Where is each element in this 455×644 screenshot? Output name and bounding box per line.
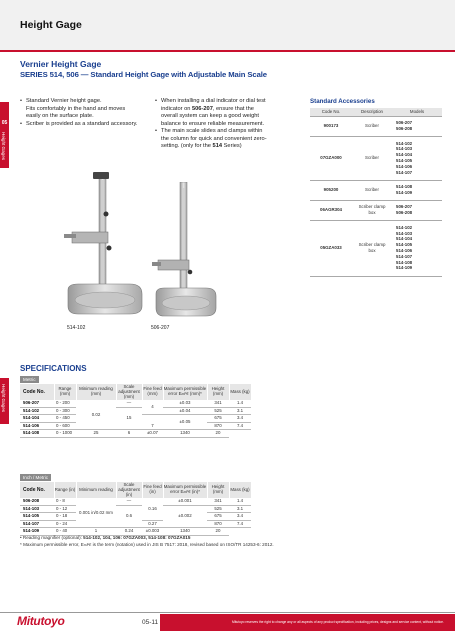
table-header-row: Code No. Range (in) Minimum reading Scale adjustment (in) Fine feed (in) Maximum permissible error Eₘᴘᴇ (in)* Height (mm) Mass (kg) xyxy=(20,482,251,498)
footer-divider xyxy=(0,612,455,613)
page-number: 05-11 xyxy=(142,619,159,626)
spec-notes xyxy=(20,535,274,548)
height-gage-514-102-image xyxy=(60,172,150,320)
note-max-permissible-error: * Maximum permissible error, Eₘᴘᴇ is the term (notation) used in JIS B 7517: 2018, revised based on ISO/TR 14253-6: 2012. xyxy=(20,541,274,547)
side-page-code: 05 xyxy=(1,120,8,126)
features-left xyxy=(20,98,150,128)
product-subtitle: SERIES 514, 506 — Standard Height Gage with Adjustable Main Scale xyxy=(20,70,267,79)
feature-bullet: • When installing a dial indicator or dial test indicator on 506-207, ensure that the overall system can keep a good weight balance to ensure reliable measurement. xyxy=(155,98,305,128)
table-row: 905200 Scriber 514-108 514-109 xyxy=(310,180,442,200)
side-section-label: Height Gages xyxy=(1,132,6,161)
accessories-table xyxy=(310,108,442,277)
side-section-label-specs: Height Gages xyxy=(1,384,6,413)
metric-spec-table xyxy=(20,384,252,438)
page-title: Height Gage xyxy=(20,19,82,31)
header-divider xyxy=(0,50,455,52)
mitutoyo-logo: Mitutoyo xyxy=(17,614,65,628)
photo-label-514-102: 514-102 xyxy=(67,325,86,331)
features-right xyxy=(155,98,305,151)
metric-tag: Metric xyxy=(20,376,39,383)
photo-label-506-207: 506-207 xyxy=(151,325,170,331)
table-row: 05GZA033 Scriber clamp box 514-102 514-103 514-104 514-105 514-106 514-107 514-108 514-109 xyxy=(310,220,442,276)
column-header: Code No. xyxy=(310,108,352,116)
table-row: 514-106 0 - 600 870 7.4 xyxy=(20,422,251,430)
table-row: 514-107 0 - 24 0.27 870 7.4 xyxy=(20,520,251,528)
table-row: 06AGR304 Scriber clamp box 506-207 506-208 xyxy=(310,200,442,220)
product-title: Vernier Height Gage xyxy=(20,59,102,69)
column-header: Description xyxy=(352,108,392,116)
table-row: 514-105 0 - 18 675 3.4 xyxy=(20,513,251,521)
table-row: 506-208 0 - 8 0.001 in/0.02 mm — 0.16 ±0.001 341 1.4 xyxy=(20,498,251,505)
table-row: 514-102 0 - 300 15 ±0.04 525 3.1 xyxy=(20,407,251,415)
feature-bullet: • Standard Vernier height gage. Fits comfortably in the hand and moves easily on the surface plate. xyxy=(20,98,150,121)
table-header-row: Code No. Range (mm) Minimum reading (mm) Scale adjustment (mm) Fine feed (mm) Maximum permissible error Eₘᴘᴇ (mm)* Height (mm) Mass (kg) xyxy=(20,384,251,400)
footer-disclaimer: Mitutoyo reserves the right to change any or all aspects of any product specification, including prices, designs and service content, without notice. xyxy=(232,620,444,624)
accessories-title: Standard Accessories xyxy=(310,98,375,105)
column-header: Models xyxy=(392,108,442,116)
feature-bullet: • The main scale slides and clamps within the column for quick and convenient zero- setting. (only for the 514 Series) xyxy=(155,128,305,151)
table-row: 514-108 0 - 1000 25 6 ±0.07 1340 20 xyxy=(20,430,251,438)
note-reading-magnifier: • Reading magnifier (optional): 514-102, 104, 106: 07GZA003, 514-108: 07GZA015 xyxy=(20,535,191,540)
table-header-row xyxy=(310,108,442,116)
inch-metric-tag: Inch / Metric xyxy=(20,474,51,481)
table-row: 514-104 0 - 450 7 ±0.05 675 3.4 xyxy=(20,415,251,423)
table-row: 07GZA000 Scriber 514-102 514-103 514-104 514-105 514-106 514-107 xyxy=(310,136,442,180)
feature-bullet: • Scriber is provided as a standard accessory. xyxy=(20,121,150,129)
table-row: 514-103 0 - 12 0.6 ±0.002 525 3.1 xyxy=(20,505,251,513)
table-row: 506-207 0 - 200 0.02 — 4 ±0.03 341 1.4 xyxy=(20,400,251,407)
table-row: 514-109 0 - 40 1 0.24 ±0.003 1340 20 xyxy=(20,528,251,536)
height-gage-506-207-image xyxy=(150,182,222,322)
specifications-title: SPECIFICATIONS xyxy=(20,364,87,373)
table-row: 900173 Scriber 506-207 506-208 xyxy=(310,116,442,136)
inch-spec-table xyxy=(20,482,252,536)
